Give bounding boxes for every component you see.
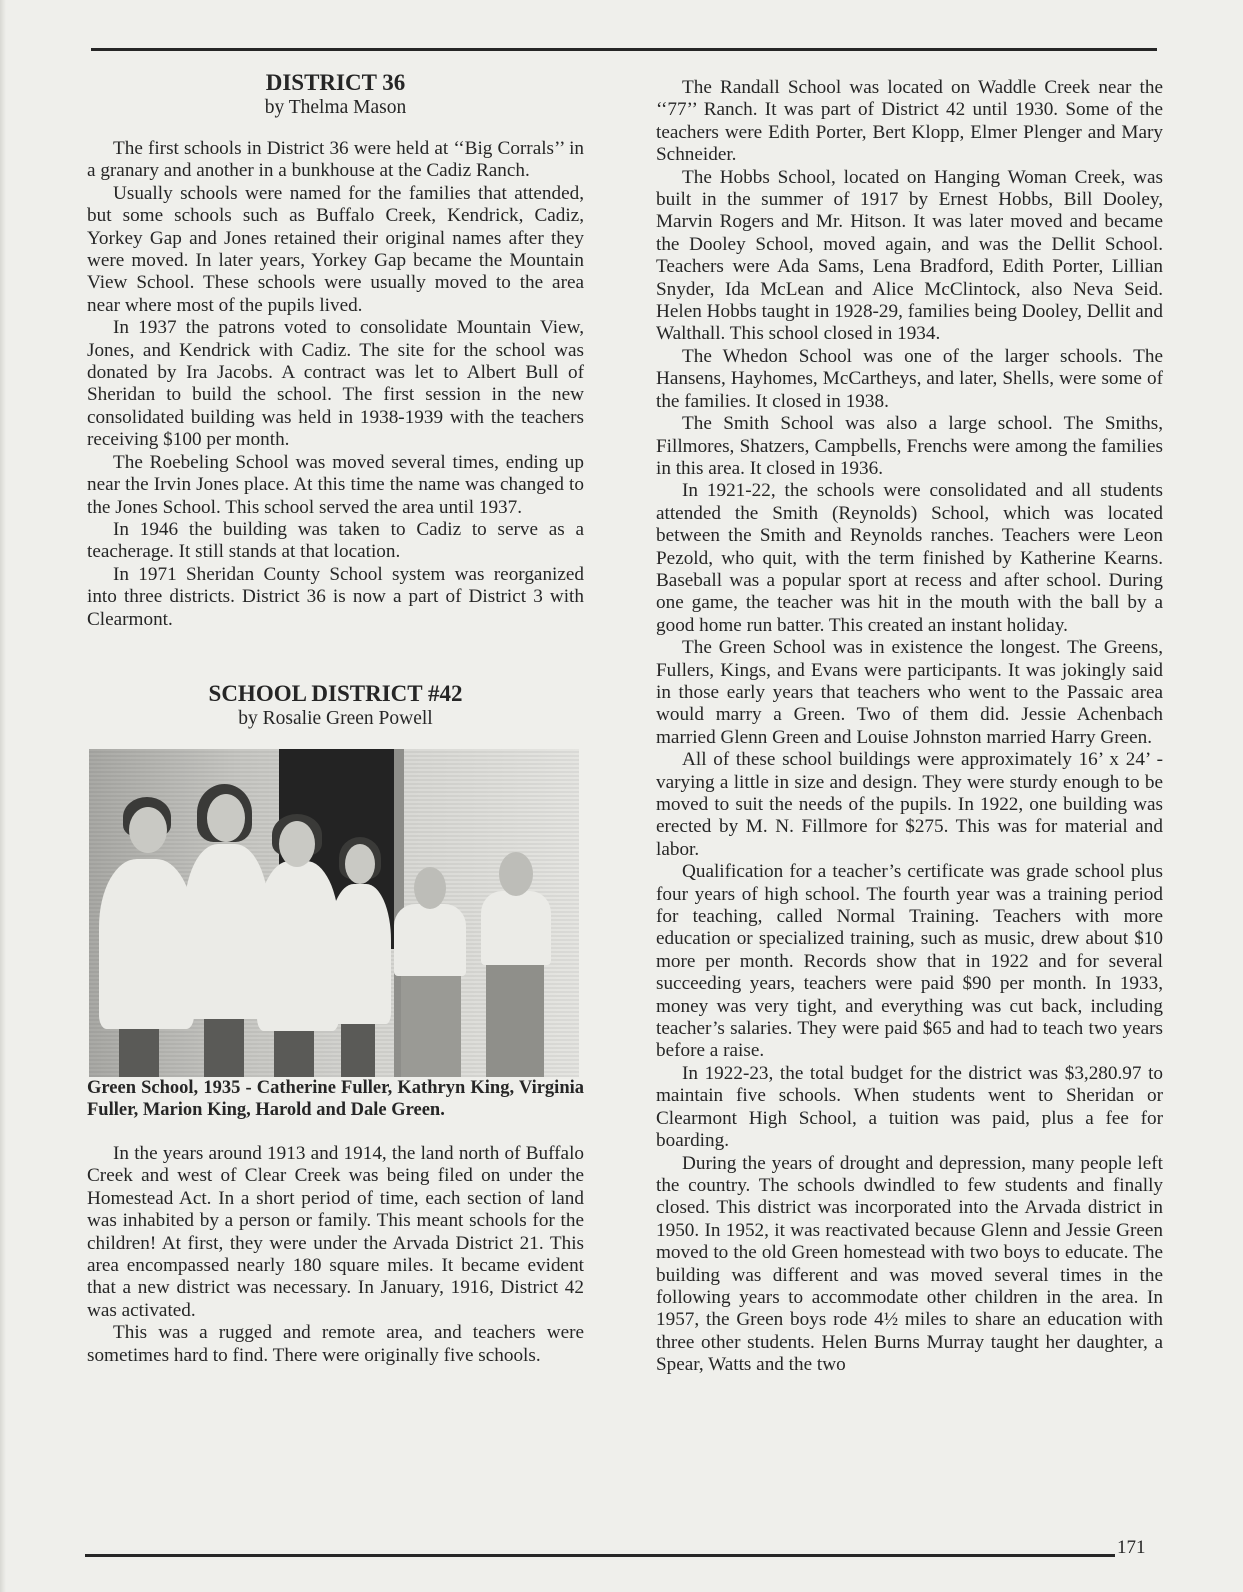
paragraph: Usually schools were named for the families that attended, but some schools such as Buffalo Creek, Kendrick, Cadiz, Yorkey Gap and Jones retained their original names after they were moved. In later years, Yorkey Gap became the Mountain View School. These schools were usually moved to the area near where most of the pupils lived. xyxy=(87,182,584,316)
paragraph: In 1921-22, the schools were consolidated and all students attended the Smith (Reynolds) School, which was located between the Smith and Reynolds ranches. Teachers were Leon Pezold, who quit, with the term finished by Katherine Kearns. Baseball was a popular sport at recess and after school. During one game, the teacher was hit in the mouth with the ball by a good home run batter. This created an instant holiday. xyxy=(656,480,1163,636)
paragraph: The Smith School was also a large school. The Smiths, Fillmores, Shatzers, Campbells, Frenchs were among the families in this area. It closed in 1936. xyxy=(656,413,1163,479)
district-36-byline: by Thelma Mason xyxy=(264,97,407,118)
paragraph: Qualification for a teacher’s certificate was grade school plus four years of high school. The fourth year was a training period for teaching, called Normal Training. Teachers with more education or specialized training, such as music, drew about $10 more per month. Records show that in 1922 and for several succeeding years, teachers were paid $90 per month. In 1933, money was very tight, and everything was cut back, including teacher’s salaries. They were paid $65 and had to teach two years before a raise. xyxy=(656,861,1163,1062)
photo-caption: Green School, 1935 - Catherine Fuller, Kathryn King, Virginia Fuller, Marion King, Harold and Dale Green. xyxy=(87,1077,584,1120)
green-school-photo xyxy=(89,749,579,1077)
photo-figure xyxy=(329,884,391,1024)
photo-figure-head xyxy=(499,852,533,896)
right-column xyxy=(656,77,1163,1377)
photo-figure-legs xyxy=(486,959,544,1077)
paragraph: In 1922-23, the total budget for the district was $3,280.97 to maintain five schools. When students went to Sheridan or Clearmont High School, a tuition was paid, plus a fee for boarding. xyxy=(656,1062,1163,1152)
page-edge xyxy=(0,0,6,1592)
left-column xyxy=(87,70,584,1367)
photo-figure-head xyxy=(207,794,245,842)
paragraph: In 1971 Sheridan County School system was reorganized into three districts. District 36 is now a part of District 3 with Clearmont. xyxy=(87,563,584,630)
photo-figure xyxy=(99,859,194,1029)
photo-figure-legs xyxy=(341,1017,375,1077)
paragraph: All of these school buildings were approximately 16’ x 24’ - varying a little in size and design. They were sturdy enough to be moved to suit the needs of the pupils. In 1922, one building was erected by M. N. Fillmore for $275. This was for material and labor. xyxy=(656,749,1163,860)
paragraph: This was a rugged and remote area, and teachers were sometimes hard to find. There were originally five schools. xyxy=(87,1322,584,1366)
paragraph: The Green School was in existence the longest. The Greens, Fullers, Kings, and Evans were participants. It was jokingly said in those early years that teachers who went to the Passaic area would marry a Green. Two of them did. Jessie Achenbach married Glenn Green and Louise Johnston married Harry Green. xyxy=(656,637,1163,748)
photo-figure xyxy=(257,861,339,1031)
paragraph: The Roebeling School was moved several times, ending up near the Irvin Jones place. At this time the name was changed to the Jones School. This school served the area until 1937. xyxy=(87,451,584,518)
photo-figure-head xyxy=(129,807,167,853)
bottom-rule xyxy=(85,1554,1115,1557)
page-number: 171 xyxy=(1117,1537,1146,1558)
paragraph: In the years around 1913 and 1914, the land north of Buffalo Creek and west of Clear Creek was being filed on under the Homestead Act. In a short period of time, each section of land was inhabited by a person or family. This meant schools for the children! At first, they were under the Arvada District 21. This area encompassed nearly 180 square miles. It became evident that a new district was necessary. In January, 1916, District 42 was activated. xyxy=(87,1142,584,1321)
paragraph: In 1946 the building was taken to Cadiz to serve as a teacherage. It still stands at that location. xyxy=(87,518,584,563)
photo-figure-legs xyxy=(274,1024,314,1077)
district-42-title: SCHOOL DISTRICT #42 xyxy=(208,680,463,706)
top-rule xyxy=(91,48,1157,51)
photo-figure xyxy=(481,891,551,965)
photo-figure xyxy=(394,904,466,976)
paragraph: During the years of drought and depression, many people left the country. The schools dwindled to few students and finally closed. This district was incorporated into the Arvada district in 1950. In 1952, it was reactivated because Glenn and Jessie Green moved to the old Green homestead with two boys to educate. The building was different and was moved several times in the following years to accommodate other children in the area. In 1957, the Green boys rode 4½ miles to share an education with three other students. Helen Burns Murray taught her daughter, a Spear, Watts and the two xyxy=(656,1152,1163,1376)
paragraph: The Whedon School was one of the larger schools. The Hansens, Hayhomes, McCartheys, and later, Shells, were some of the families. It closed in 1938. xyxy=(656,345,1163,412)
photo-figure-legs xyxy=(204,1011,244,1077)
photo-figure-head xyxy=(345,844,375,884)
photo-figure-head xyxy=(414,867,446,909)
district-36-title: DISTRICT 36 xyxy=(265,70,406,95)
photo-figure-legs xyxy=(401,969,461,1077)
paragraph: The first schools in District 36 were held at ‘‘Big Corrals’’ in a granary and another in a bunkhouse at the Cadiz Ranch. xyxy=(87,138,584,182)
paragraph: The Randall School was located on Waddle Creek near the ‘‘77’’ Ranch. It was part of District 42 until 1930. Some of the teachers were Edith Porter, Bert Klopp, Elmer Plenger and Mary Schneider. xyxy=(656,77,1163,166)
paragraph: The Hobbs School, located on Hanging Woman Creek, was built in the summer of 1917 by Ernest Hobbs, Bill Dooley, Marvin Rogers and Mr. Hitson. It was later moved and became the Dooley School, moved again, and was the Dellit School. Teachers were Ada Sams, Lena Bradford, Edith Porter, Lillian Snyder, Ida McLean and Alice McClintock, also Neva Seid. Helen Hobbs taught in 1928-29, families being Dooley, Dellit and Walthall. This school closed in 1934. xyxy=(656,166,1163,345)
district-42-byline: by Rosalie Green Powell xyxy=(238,707,433,729)
paragraph: In 1937 the patrons voted to consolidate Mountain View, Jones, and Kendrick with Cadiz. The site for the school was donated by Ira Jacobs. A contract was let to Albert Bull of Sheridan to build the school. The first session in the new consolidated building was held in 1938-1939 with the teachers receiving $100 per month. xyxy=(87,317,584,451)
photo-figure-head xyxy=(279,821,315,867)
